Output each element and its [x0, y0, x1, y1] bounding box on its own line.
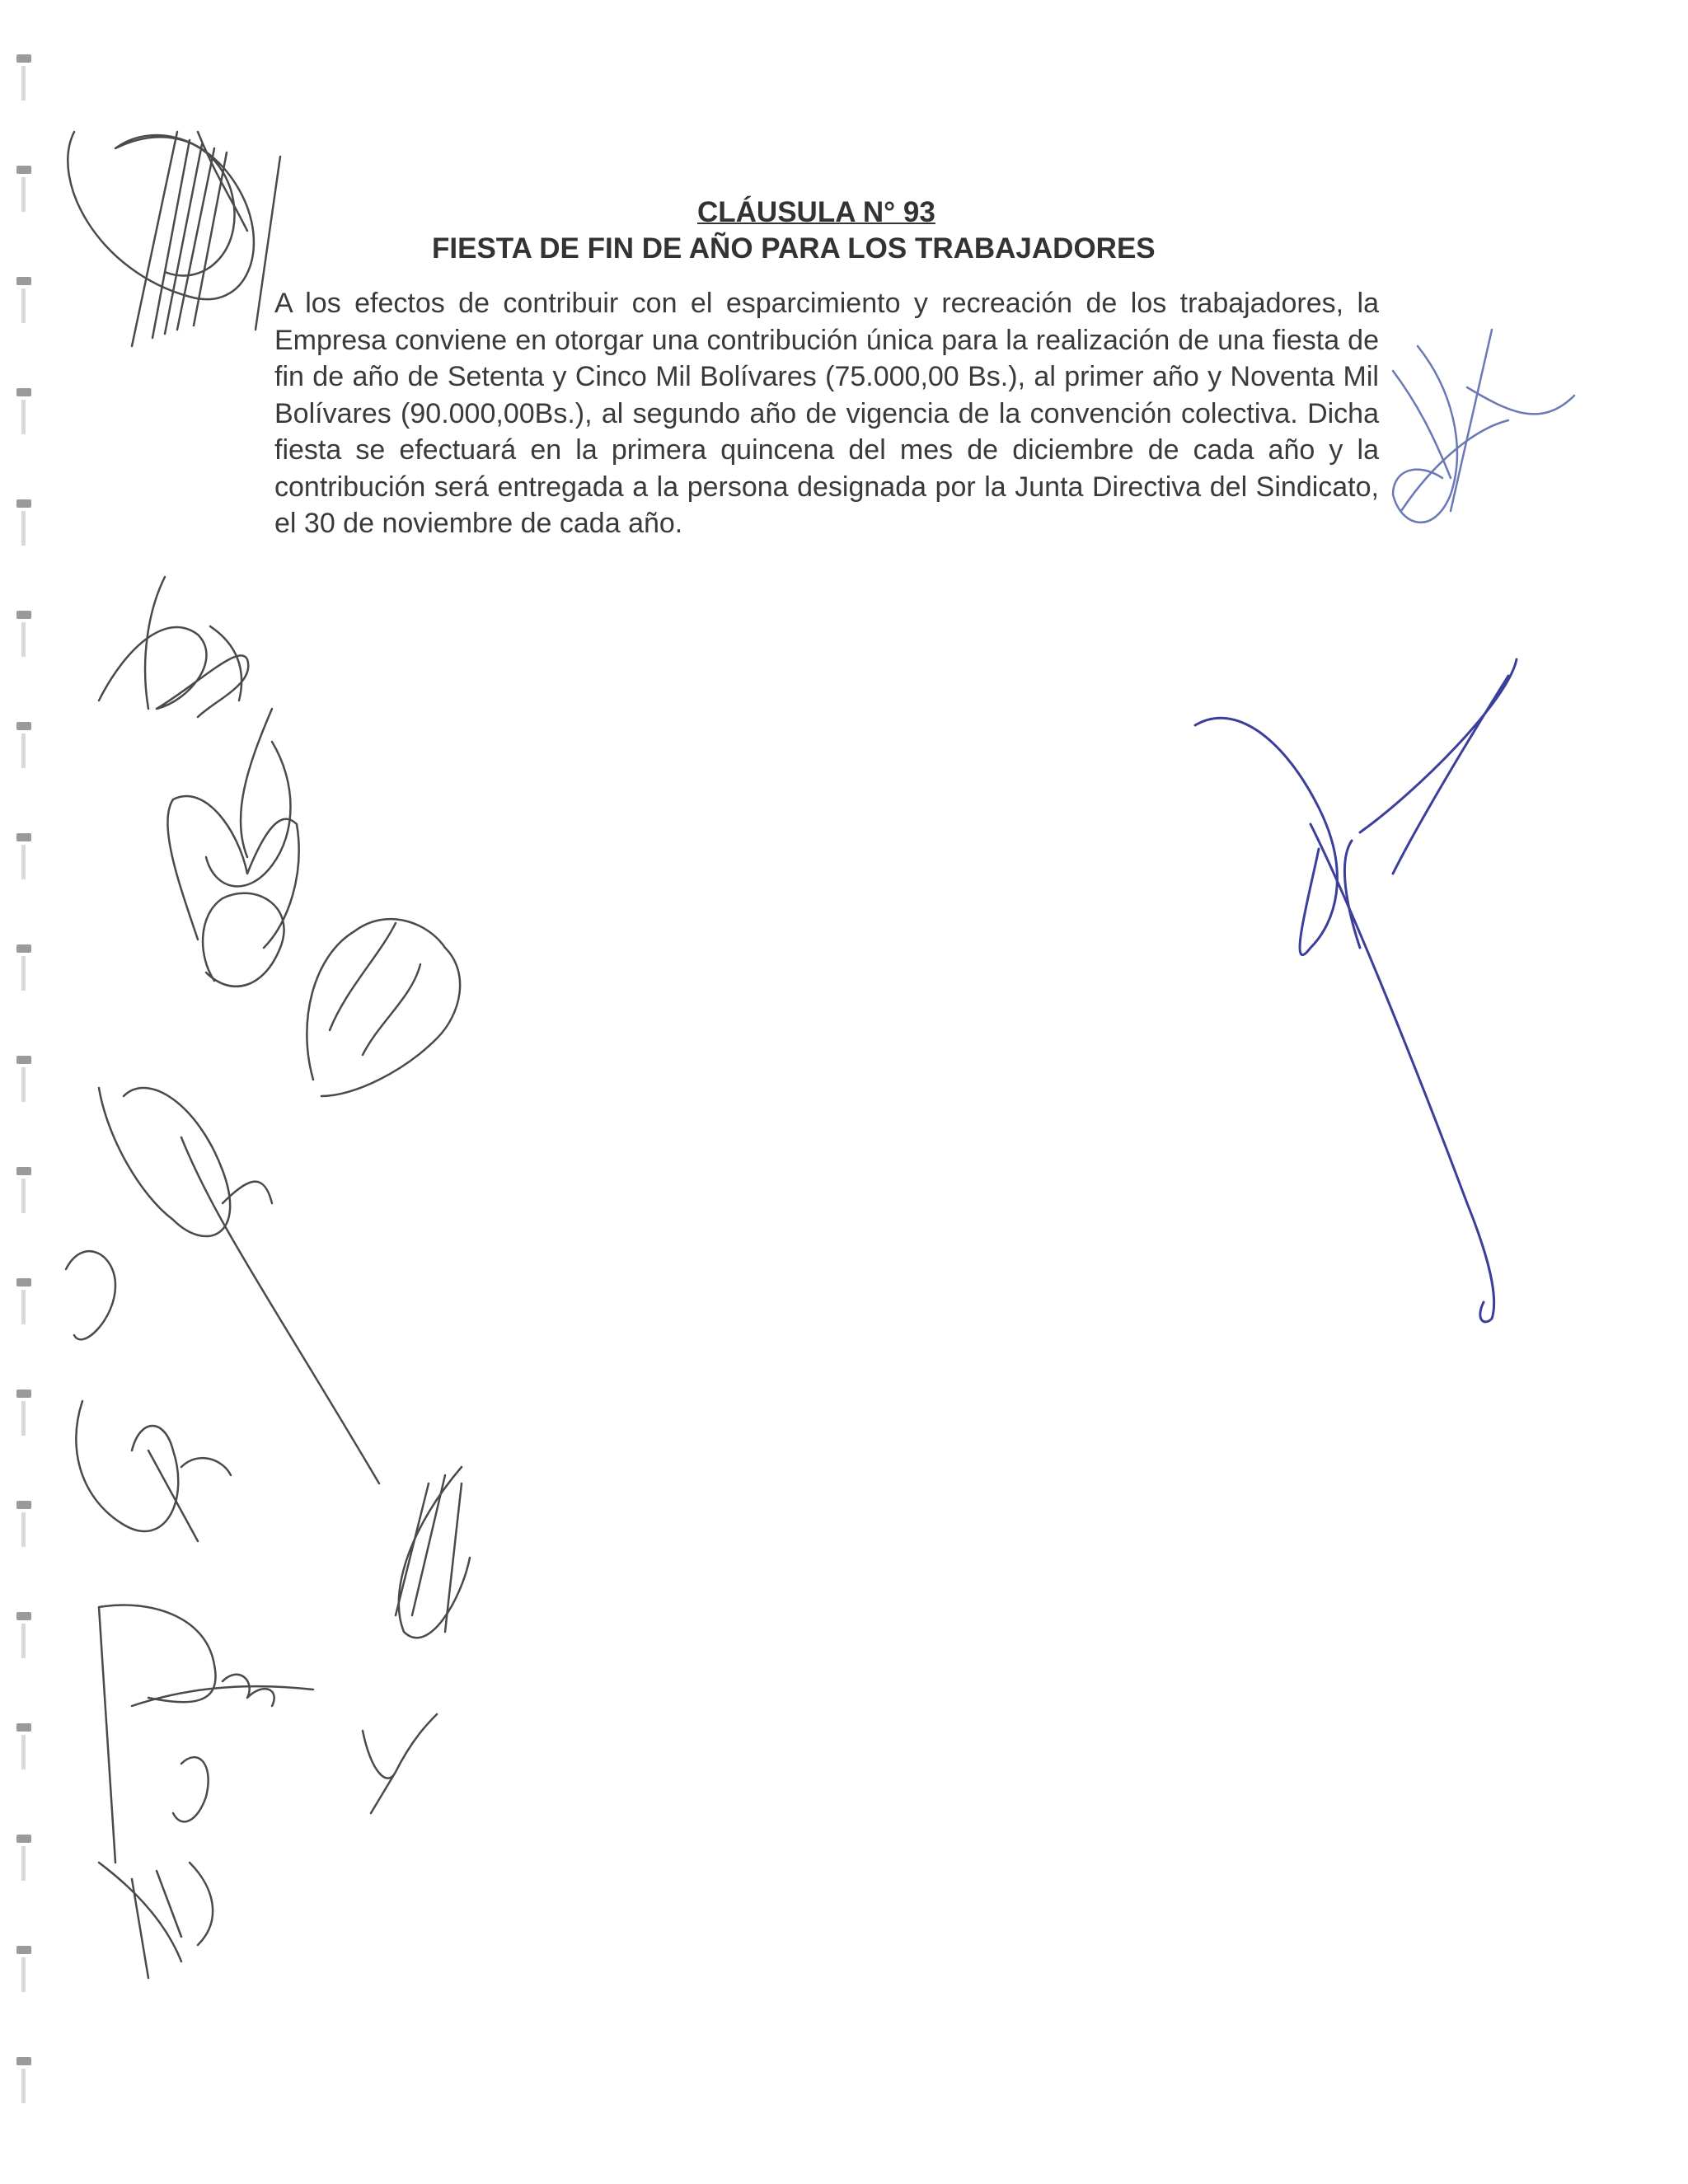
punch-hole — [16, 722, 31, 730]
signature — [148, 1451, 231, 1541]
signature — [198, 132, 280, 330]
punch-hole — [16, 944, 31, 953]
signature — [99, 627, 248, 717]
signature — [167, 796, 298, 948]
signature — [1393, 346, 1457, 523]
punch-hole — [16, 611, 31, 619]
signature — [99, 1605, 216, 1863]
signature — [145, 577, 241, 709]
punch-hole — [16, 1278, 31, 1286]
clause-body: A los efectos de contribuir con el esparcimiento y recreación de los trabajadores, la Empresa conviene en otorgar una contribución única para la realización de una fiesta de fin de año de Setenta y Cinco Mil Bolívares (75.000,00 Bs.), al primer año y Noventa Mil Bolívares (90.000,00Bs.), al segundo año de vigencia de la convención colectiva. Dicha fiesta se efectuará en la primera quincena del mes de diciembre de cada año y la contribución será entregada a la persona designada por la Junta Directiva del Sindicato, el 30 de noviembre de cada año. — [274, 288, 1379, 539]
signature — [181, 1137, 379, 1483]
signature — [399, 1467, 470, 1638]
signature — [363, 1714, 437, 1813]
punch-hole — [16, 1612, 31, 1620]
punch-hole — [16, 1946, 31, 1954]
signature — [307, 919, 460, 1096]
punch-hole — [16, 277, 31, 285]
clause-title: FIESTA DE FIN DE AÑO PARA LOS TRABAJADORES — [432, 232, 1156, 265]
punch-hole — [16, 1723, 31, 1732]
punch-hole — [16, 833, 31, 841]
punch-hole — [16, 1167, 31, 1175]
punch-hole — [16, 1390, 31, 1398]
signature — [173, 1757, 209, 1821]
signature — [132, 132, 227, 346]
signature — [99, 1088, 230, 1236]
clause-number: CLÁUSULA N° 93 — [697, 196, 935, 228]
signature — [223, 1675, 274, 1706]
signature — [1195, 718, 1337, 954]
signature — [203, 893, 284, 987]
signature — [1393, 676, 1508, 874]
punch-hole — [16, 388, 31, 396]
signature — [99, 1863, 213, 1978]
signature — [1344, 659, 1517, 948]
punch-hole — [16, 2057, 31, 2065]
signature — [206, 709, 291, 886]
signature — [1451, 330, 1574, 511]
signature — [66, 1251, 115, 1339]
punch-hole — [16, 54, 31, 63]
signature — [396, 1475, 462, 1632]
punch-hole — [16, 1056, 31, 1064]
signature — [1393, 371, 1508, 511]
signature — [330, 923, 420, 1055]
punch-hole — [16, 1501, 31, 1509]
punch-hole — [16, 166, 31, 174]
punch-hole — [16, 1835, 31, 1843]
signature — [68, 132, 254, 299]
signature — [76, 1401, 178, 1531]
punch-hole — [16, 499, 31, 508]
signature — [223, 1182, 272, 1203]
signature — [132, 1686, 313, 1706]
signature — [1311, 824, 1494, 1322]
